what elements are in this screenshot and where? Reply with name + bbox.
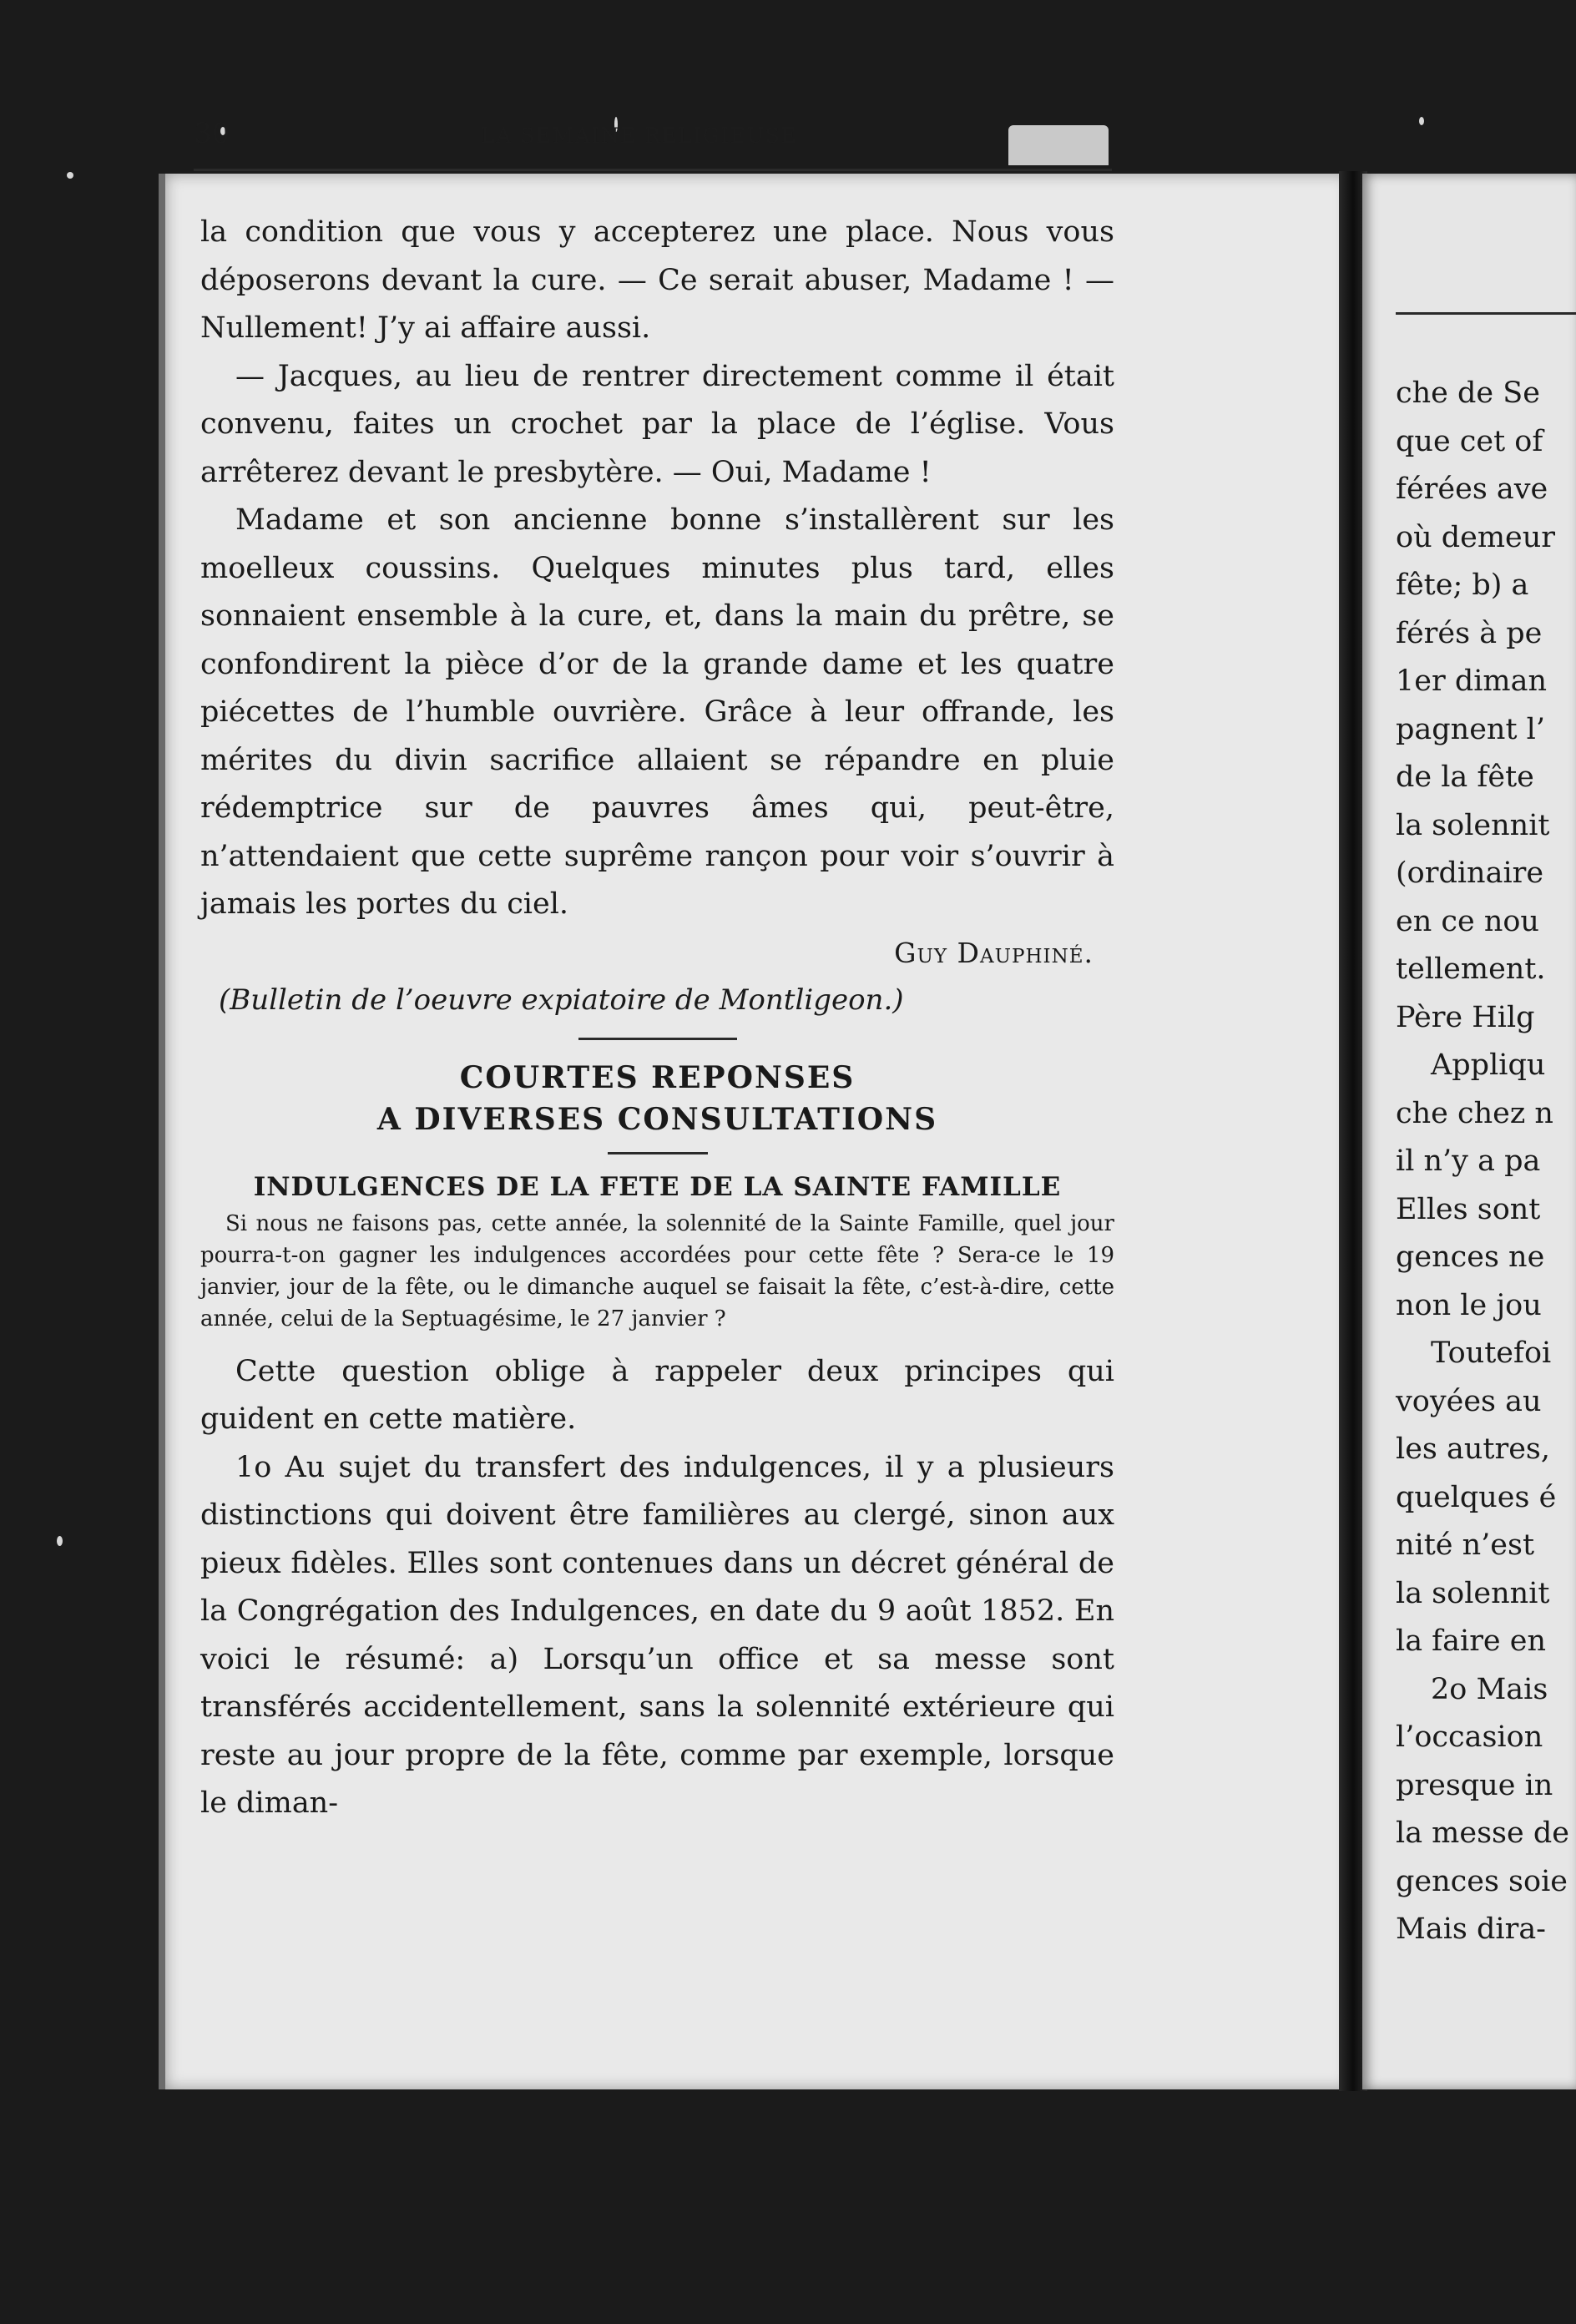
header-rule [194, 169, 1112, 171]
header-rule [1396, 312, 1576, 315]
text-line: non le jou [1396, 1288, 1542, 1322]
text-line: che de Se [1396, 376, 1540, 410]
text-line: pagnent l’ [1396, 712, 1545, 746]
section-title: A DIVERSES CONSULTATIONS [376, 1101, 938, 1137]
page-header [194, 117, 1120, 175]
text-line: (ordinaire [1396, 856, 1544, 890]
text-line: Toutefoi [1431, 1336, 1552, 1370]
author-signature: Guy Dauphiné. [894, 936, 1094, 969]
left-text-column [200, 209, 1114, 1828]
text-line: que cet of [1396, 424, 1543, 458]
answer-paragraph: Cette question oblige à rappeler deux principes qui guident en cette matière. [200, 1354, 1114, 1436]
text-line: la faire en [1396, 1624, 1547, 1658]
source-citation: (Bulletin de l’oeuvre expiatoire de Montligeon.) [219, 983, 904, 1017]
text-line: Appliqu [1431, 1048, 1546, 1082]
text-line: presque in [1396, 1768, 1553, 1802]
section-rule [578, 1038, 737, 1040]
right-page [1362, 174, 1576, 2089]
text-line: voyées au [1396, 1384, 1542, 1418]
film-speck [57, 1536, 63, 1546]
text-line: la messe de [1396, 1816, 1569, 1850]
paragraph: la condition que vous y accepterez une place. Nous vous déposerons devant la cure. — Ce serait abuser, Madame ! — Nullement! J’y ai affaire aussi. [200, 215, 1114, 345]
text-line: la solennit [1396, 808, 1550, 842]
text-line: Père Hilg [1396, 1000, 1535, 1034]
text-line: nité n’est [1396, 1528, 1535, 1562]
running-title: LA SEMAINE RELIGIEUSE [481, 124, 798, 148]
text-line: tellement. [1396, 952, 1546, 986]
text-line: les autres, [1396, 1432, 1550, 1466]
text-line: 2o Mais [1431, 1672, 1548, 1706]
section-title: COURTES REPONSES [459, 1059, 856, 1095]
text-line: fête; b) a [1396, 568, 1529, 602]
text-line: la solennit [1396, 1576, 1550, 1610]
page-number: 30 [194, 117, 230, 150]
text-line: gences soie [1396, 1864, 1568, 1898]
text-line: férés à pe [1396, 616, 1543, 650]
text-line: gences ne [1396, 1240, 1545, 1274]
paragraph: — Jacques, au lieu de rentrer directement comme il était convenu, faites un crochet par la place de l’église. Vous arrêterez devant le presbytère. — Oui, Madame ! [200, 359, 1114, 489]
text-line: de la fête [1396, 760, 1534, 794]
text-line: où demeur [1396, 520, 1556, 554]
text-line: quelques é [1396, 1480, 1557, 1514]
text-line: en ce nou [1396, 904, 1539, 938]
paragraph: Madame et son ancienne bonne s’installèrent sur les moelleux coussins. Quelques minutes plus tard, elles sonnaient ensemble à la cure, et, dans la main du prêtre, se confondirent la pièce d’or de la grande dame et les quatre piécettes de l’humble ouvrière. Grâce à leur offrande, les mérites du divin sacrifice allaient se répandre en pluie rédemptrice sur de pauvres âmes qui, peut-être, n’attendaient que cette suprême rançon pour voir s’ouvrir à jamais les portes du ciel. [200, 503, 1114, 921]
film-speck [1419, 117, 1424, 125]
subheading: INDULGENCES DE LA FETE DE LA SAINTE FAMILLE [253, 1171, 1062, 1202]
text-line: Mais dira- [1396, 1912, 1547, 1946]
text-line: 1er diman [1396, 664, 1548, 698]
section-rule [608, 1152, 708, 1154]
text-line: férées ave [1396, 472, 1548, 506]
text-line: che chez n [1396, 1096, 1553, 1130]
question-text: Si nous ne faisons pas, cette année, la solennité de la Sainte Famille, quel jour pourra-t-on gagner les indulgences accordées pour cette fête ? Sera-ce le 19 janvier, jour de la fête, ou le dimanche auquel se faisait la fête, c’est-à-dire, cette année, celui de la Septuagésime, le 27 janvier ? [200, 1210, 1114, 1331]
answer-paragraph: 1o Au sujet du transfert des indulgences, il y a plusieurs distinctions qui doivent être familières au clergé, sinon aux pieux fidèles. Elles sont contenues dans un décret général de la Congrégation des Indulgences, en date du 9 août 1852. En voici le résumé: a) Lorsqu’un office et sa messe sont transférés accidentellement, sans la solennité extérieure qui reste au jour propre de la fête, comme par exemple, lorsque le diman- [200, 1450, 1114, 1820]
film-speck [67, 172, 73, 179]
text-line: l’occasion [1396, 1720, 1543, 1754]
text-line: il n’y a pa [1396, 1144, 1541, 1178]
text-line: Elles sont [1396, 1192, 1541, 1226]
right-text-column [1396, 370, 1576, 1954]
